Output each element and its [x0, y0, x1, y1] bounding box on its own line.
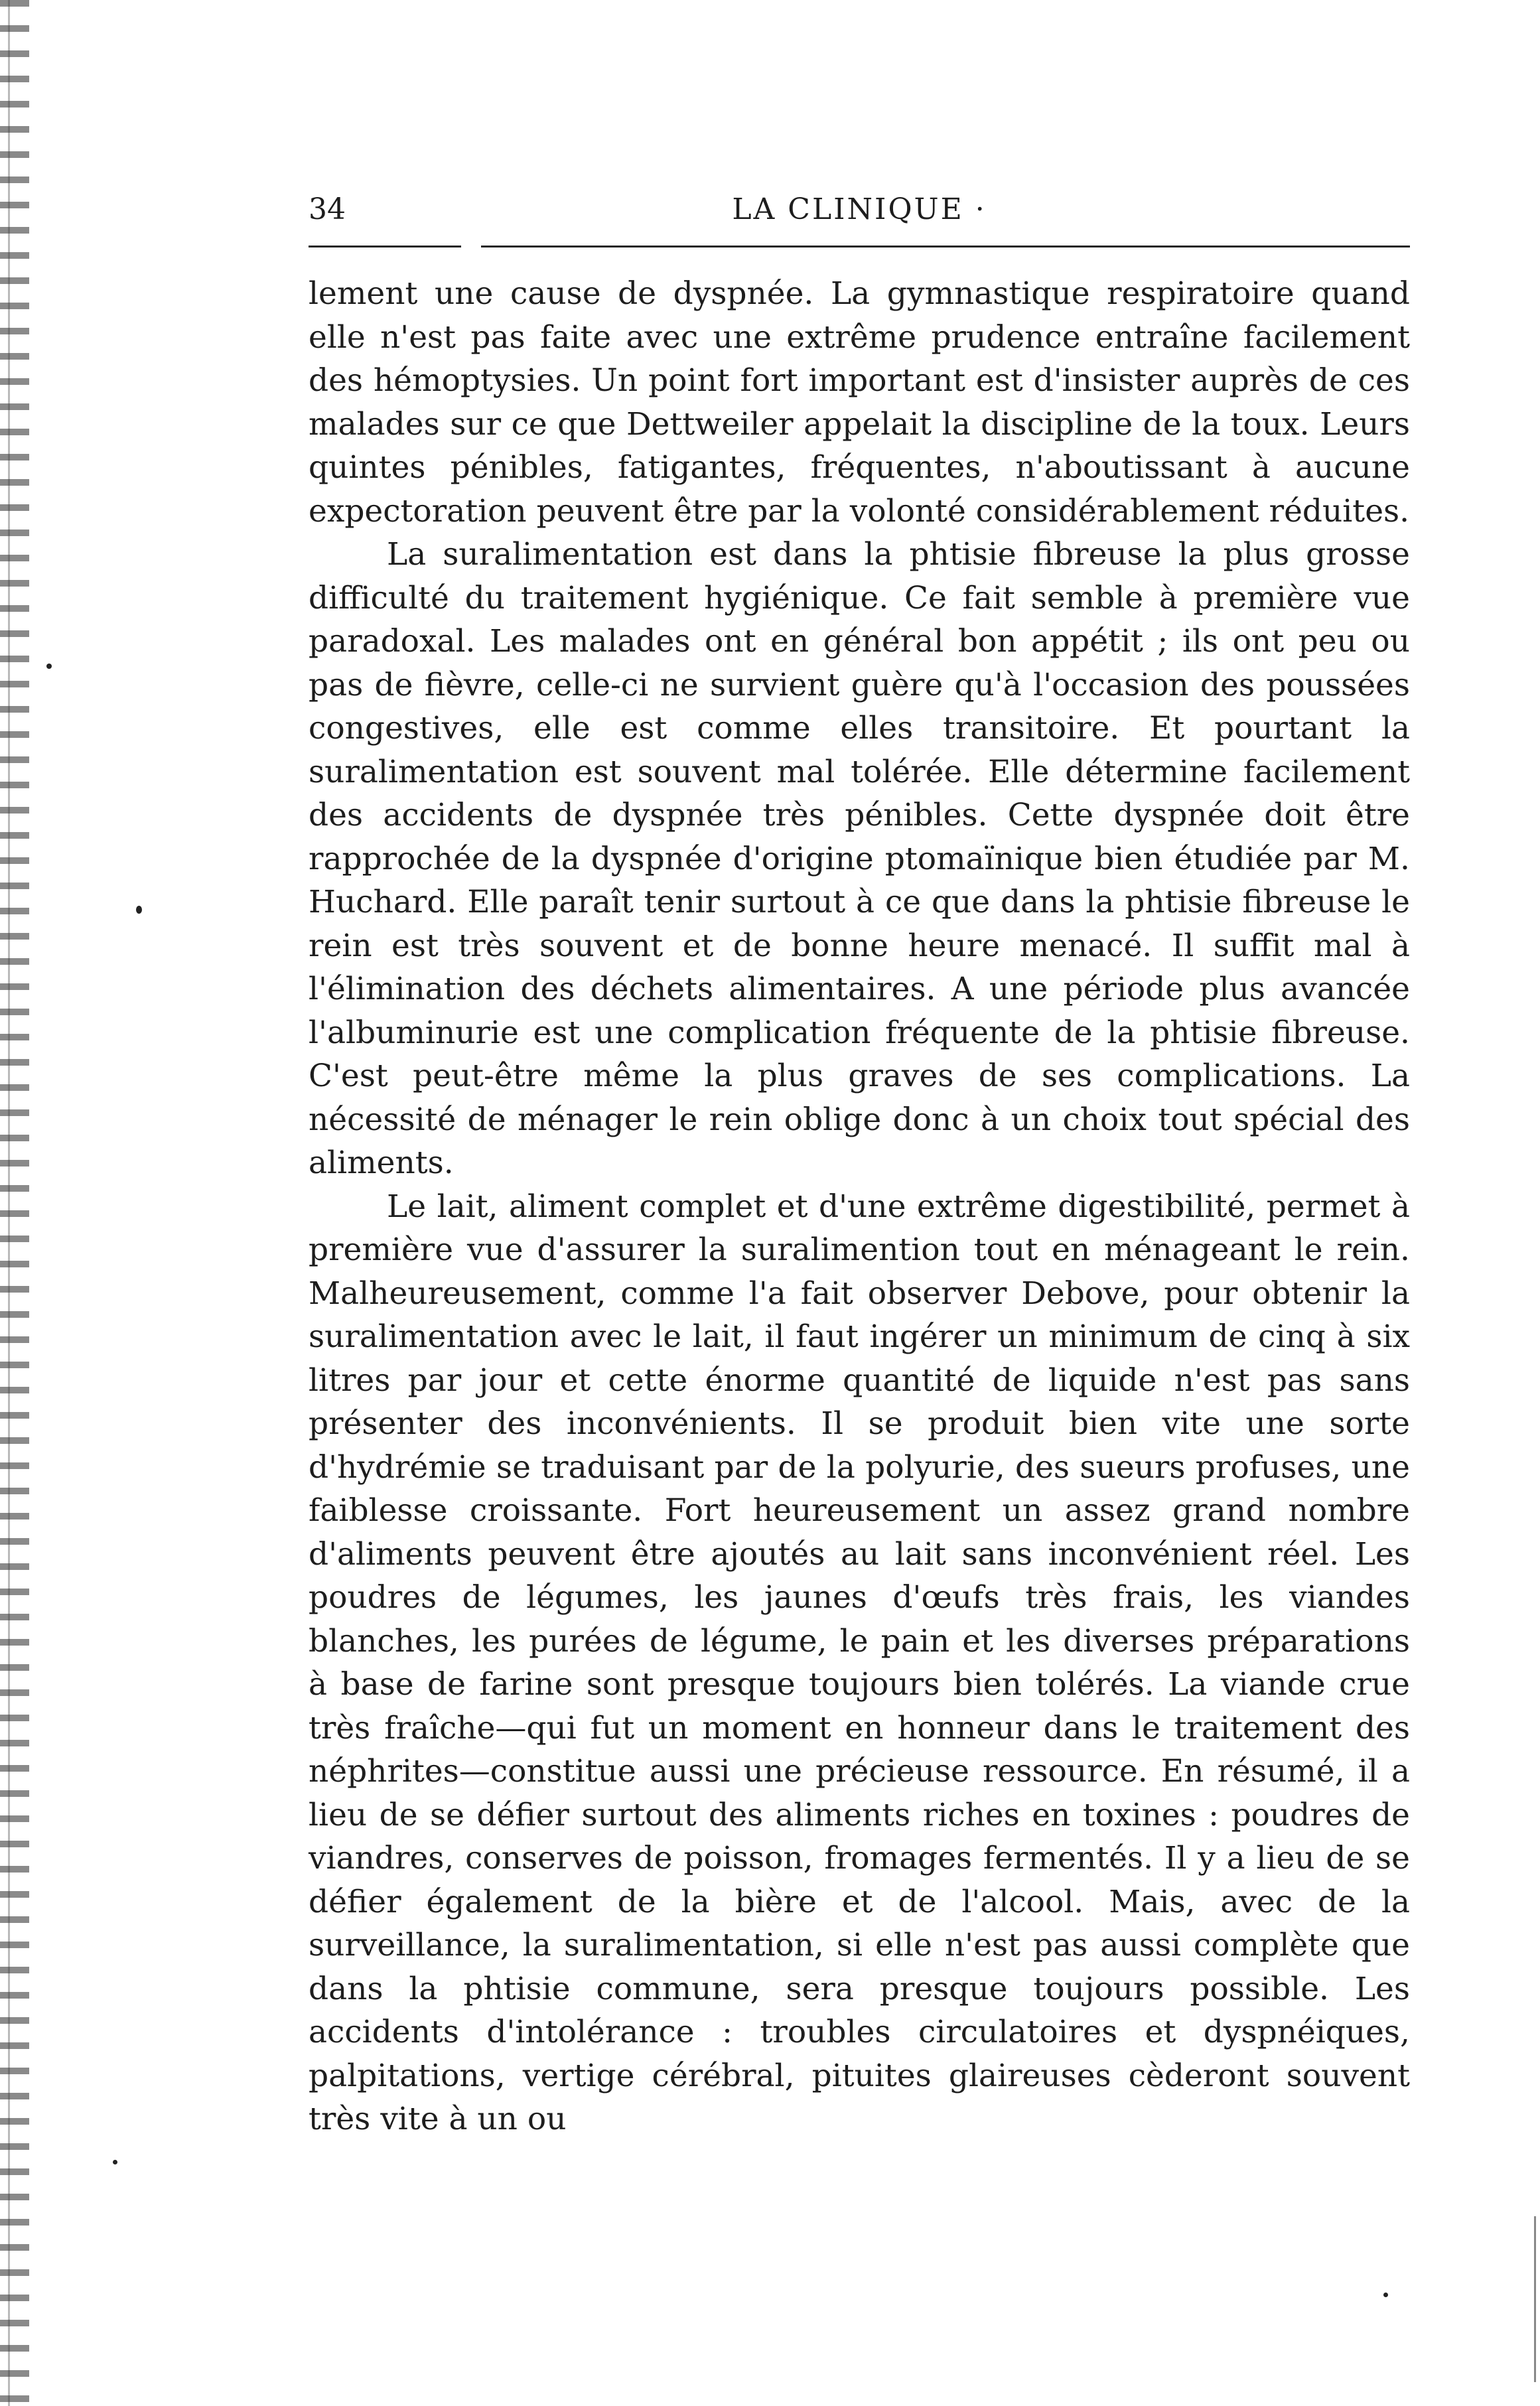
paragraph-3: Le lait, aliment complet et d'une extrême digestibilité, permet à première vue d'assurer la suralimention tout en ménageant le rein. Malheureusement, comme l'a fait observer Debove, pour obtenir la suralimentation avec le lait, il faut ingérer un minimum de cinq à six litres par jour et cette énorme quantité de liquide n'est pas sans présenter des inconvénients. Il se produit bien vite une sorte d'hydrémie se traduisant par de la polyurie, des sueurs profuses, une faiblesse croissante. Fort heureusement un assez grand nombre d'aliments peuvent être ajoutés au lait sans inconvénient réel. Les poudres de légumes, les jaunes d'œufs très frais, les viandes blanches, les purées de légume, le pain et les diverses préparations à base de farine sont presque toujours bien tolérés. La viande crue très fraîche—qui fut un moment en honneur dans le traitement des néphrites—constitue aussi une précieuse ressource. En résumé, il a lieu de se défier surtout des aliments riches en toxines : poudres de viandres, conserves de poisson, fromages fermentés. Il y a lieu de se défier également de la bière et de l'alcool. Mais, avec de la surveillance, la suralimentation, si elle n'est pas aussi complète que dans la phtisie commune, sera presque toujours possible. Les accidents d'intolérance : troubles circulatoires et dyspnéiques, palpitations, vertige cérébral, pituites glaireuses cèderont souvent très vite à un ou — [309, 1188, 1410, 2137]
header-rule-left — [309, 246, 461, 248]
stray-mark — [46, 664, 52, 669]
page-edge-mark — [1534, 2216, 1536, 2382]
running-head — [309, 192, 1410, 246]
header-rule-right — [481, 246, 1410, 248]
stray-mark — [1383, 2293, 1388, 2297]
stray-mark — [113, 2160, 117, 2164]
paragraph-2: La suralimentation est dans la phtisie fibreuse la plus grosse difficulté du traitement hygiénique. Ce fait semble à première vue paradoxal. Les malades ont en général bon appétit ; ils ont peu ou pas de fièvre, celle-ci ne survient guère qu'à l'occasion des poussées congestives, elle est comme elles transitoire. Et pourtant la suralimentation est souvent mal tolérée. Elle détermine facilement des accidents de dyspnée très pénibles. Cette dyspnée doit être rapprochée de la dyspnée d'origine ptomaïnique bien étudiée par M. Huchard. Elle paraît tenir surtout à ce que dans la phtisie fibreuse le rein est très souvent et de bonne heure menacé. Il suffit mal à l'élimination des déchets alimentaires. A une période plus avancée l'albuminurie est une complication fréquente de la phtisie fibreuse. C'est peut-être même la plus graves de ses complications. La nécessité de ménager le rein oblige donc à un choix tout spécial des aliments. — [309, 536, 1410, 1181]
body-text — [309, 272, 1410, 2141]
header-rule — [309, 246, 1410, 272]
binding-margin — [0, 0, 29, 2406]
stray-mark — [136, 906, 142, 914]
page-number: 34 — [309, 192, 346, 226]
running-title: LA CLINIQUE · — [732, 192, 987, 226]
binding-edge-line — [8, 0, 10, 2406]
paragraph-1: lement une cause de dyspnée. La gymnastique respiratoire quand elle n'est pas faite avec une extrême prudence entraîne facilement des hémoptysies. Un point fort important est d'insister auprès de ces malades sur ce que Dettweiler appelait la discipline de la toux. Leurs quintes pénibles, fatigantes, fréquentes, n'aboutissant à aucune expectoration peuvent être par la volonté considérablement réduites. — [309, 275, 1410, 530]
page-content — [309, 192, 1410, 2141]
